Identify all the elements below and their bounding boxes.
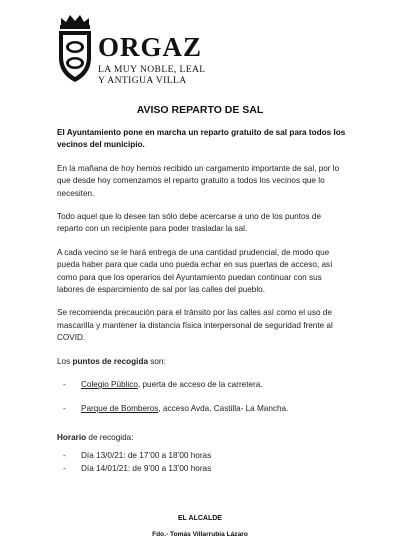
list-dash: - <box>63 451 66 461</box>
list-item <box>57 379 349 391</box>
schedule-entry: Día 14/01/21: de 9’00 a 13’00 horas <box>81 463 212 473</box>
list-dash: - <box>63 403 66 413</box>
point-detail: , acceso Avda. Castilla- La Mancha. <box>158 403 289 413</box>
coat-of-arms-logo <box>54 12 96 86</box>
letterhead <box>54 12 314 88</box>
schedule-intro <box>57 432 349 444</box>
signature-title: EL ALCALDE <box>178 515 222 522</box>
town-motto <box>98 64 206 86</box>
body-paragraph: A cada vecino se le hará entrega de una cantidad prudencial, de modo que pueda haber para que cada uno pueda echar en sus puertas de acceso, así como para que los operarios del Ayuntamiento puedan continuar con sus labores de esparcimiento de sal por las calles del pueblo. <box>57 247 333 295</box>
schedule-label-bold: Horario <box>57 432 87 442</box>
schedule-entry: Día 13/0/21: de 17’00 a 18’00 horas <box>81 451 212 461</box>
motto-line: LA MUY NOBLE, LEAL <box>98 64 206 75</box>
point-place: Colegio Público <box>81 380 138 390</box>
collection-points-list <box>57 379 349 415</box>
list-spacer <box>57 392 349 403</box>
signature-name: Fdo.- Tomás Villarrubia Lázaro <box>152 531 248 538</box>
list-dash: - <box>63 463 66 473</box>
lead-paragraph: El Ayuntamiento pone en marcha un reparto gratuito de sal para todos los vecinos del municipio. <box>57 128 346 150</box>
list-item <box>57 450 349 462</box>
list-item <box>57 403 349 415</box>
town-name: ORGAZ <box>98 32 203 62</box>
list-item <box>57 463 349 475</box>
body-paragraph: En la mañana de hoy hemos recibido un cargamento importante de sal, por lo que desde hoy comenzamos el reparto gratuito a todos los vecinos que lo necesiten. <box>57 163 340 198</box>
points-intro-prefix: Los <box>57 356 73 366</box>
notice-title: AVISO REPARTO DE SAL <box>136 104 264 116</box>
points-intro-suffix: son: <box>148 356 166 366</box>
schedule-list <box>57 450 349 475</box>
body-paragraph: Se recomienda precaución para el tránsito por las calles así como el uso de mascarilla y mantener la distancia física interpersonal de seguridad frente al COVID. <box>57 308 333 343</box>
motto-line: Y ANTIGUA VILLA <box>98 75 187 86</box>
points-intro-bold: puntos de recogida <box>72 356 148 366</box>
point-place: Parque de Bomberos <box>81 403 159 413</box>
body-paragraph: Todo aquel que lo desee tan sólo debe acercarse a uno de los puntos de reparto con un recipiente para poder trasladar la sal. <box>57 212 322 234</box>
points-intro <box>57 356 349 368</box>
notice-body <box>57 127 349 475</box>
schedule-label-suffix: de recogida: <box>86 432 134 442</box>
point-detail: , puerta de acceso de la carretera. <box>137 380 263 390</box>
list-dash: - <box>63 380 66 390</box>
